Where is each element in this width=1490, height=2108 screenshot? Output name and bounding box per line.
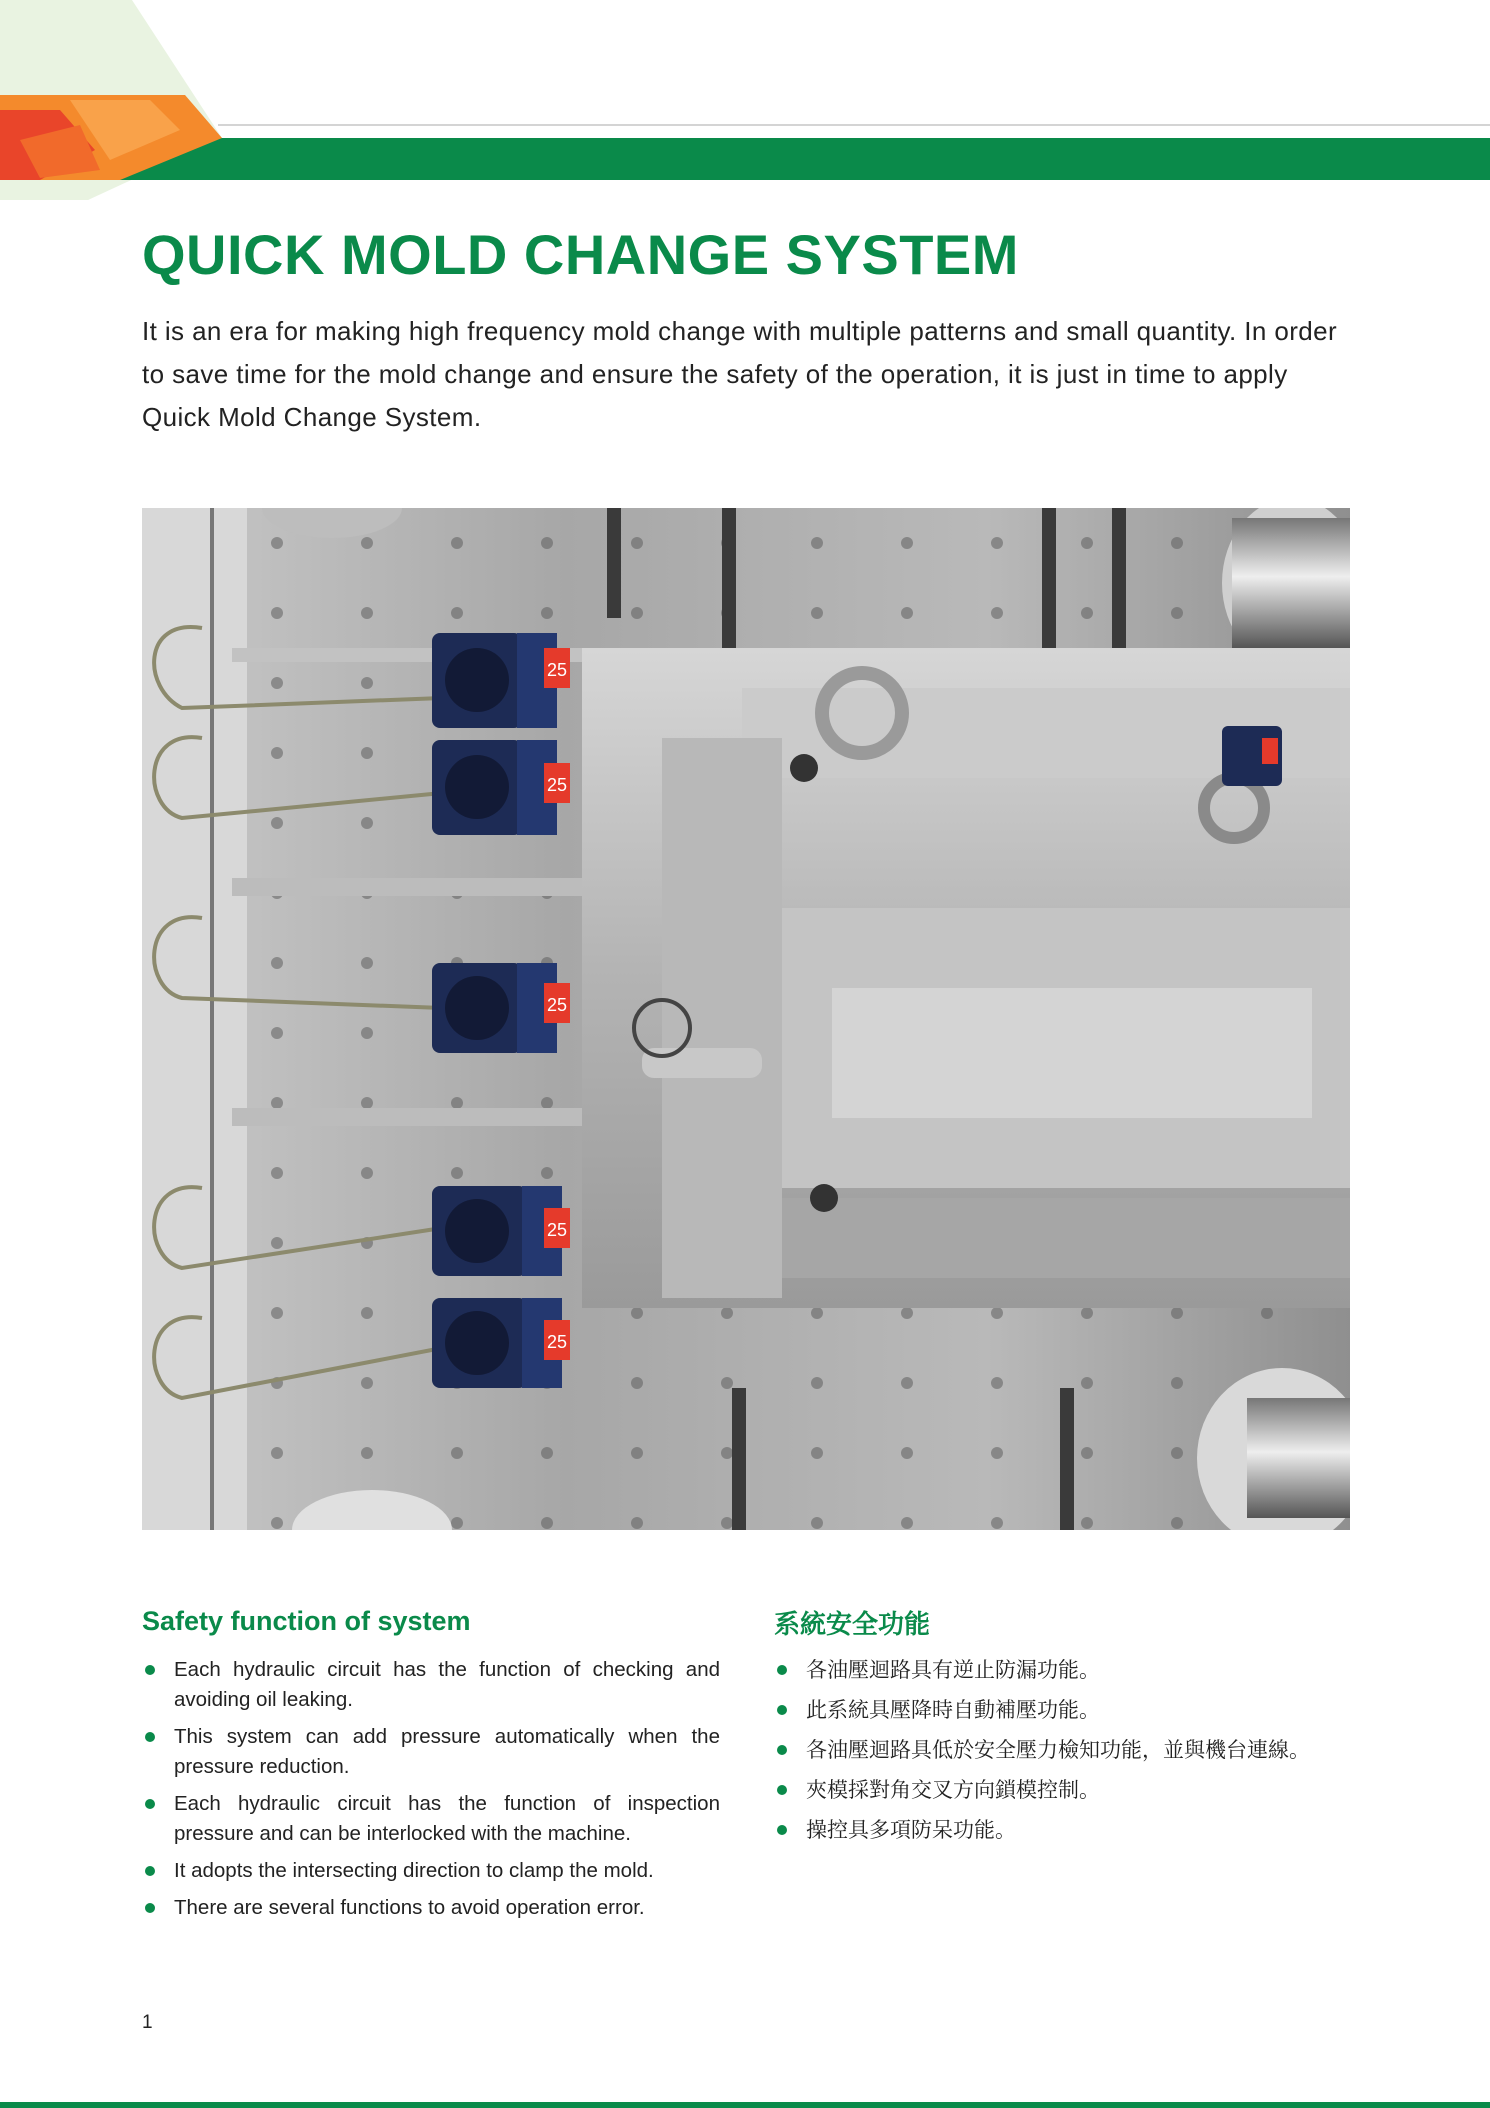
hydraulic-clamp xyxy=(432,1186,570,1276)
hydraulic-clamp xyxy=(432,963,570,1053)
list-item xyxy=(142,1789,720,1849)
safety-list-en xyxy=(142,1655,720,1930)
safety-list-zh xyxy=(774,1655,1374,1855)
list-item xyxy=(142,1722,720,1782)
rail xyxy=(232,1108,642,1126)
mold-core xyxy=(832,988,1312,1118)
list-item-text: 各油壓迴路具低於安全壓力檢知功能，並與機台連線。 xyxy=(806,1738,1310,1762)
list-item-text: Each hydraulic circuit has the function of checking and avoiding oil leaking. xyxy=(174,1658,720,1711)
intro-paragraph: It is an era for making high frequency mold change with multiple patterns and small quantity. In order to save time for the mold change and ensure the safety of the operation, it is just in time to apply Quick Mold Change System. xyxy=(142,316,1338,432)
bullet-dot xyxy=(777,1665,787,1675)
bullet-dot xyxy=(145,1799,155,1809)
list-item-text: 此系統具壓降時自動補壓功能。 xyxy=(806,1698,1100,1722)
bullet-dot xyxy=(777,1745,787,1755)
safety-title-zh: 系統安全功能 xyxy=(774,1610,931,1640)
header-green-band xyxy=(118,138,1490,180)
mold-bottom-bar xyxy=(782,1198,1350,1278)
svg-text:25: 25 xyxy=(546,995,568,1015)
list-item xyxy=(142,1655,720,1715)
page-number: 1 xyxy=(142,2012,153,2033)
slot xyxy=(1060,1388,1074,1530)
bullet-dot xyxy=(145,1903,155,1913)
list-item xyxy=(142,1893,720,1923)
list-item xyxy=(774,1775,1374,1805)
slot xyxy=(722,508,736,658)
hydraulic-clamp xyxy=(1222,726,1282,786)
list-item-text: 各油壓迴路具有逆止防漏功能。 xyxy=(806,1658,1100,1682)
rail xyxy=(232,878,642,896)
bullet-dot xyxy=(777,1785,787,1795)
machine-photo xyxy=(142,508,1350,1530)
list-item-text: Each hydraulic circuit has the function of inspection pressure and can be interlocked with the machine. xyxy=(174,1792,720,1845)
bullet-dot xyxy=(145,1665,155,1675)
list-item xyxy=(774,1815,1374,1845)
list-item-text: It adopts the intersecting direction to clamp the mold. xyxy=(174,1859,654,1882)
bullet-dot xyxy=(777,1825,787,1835)
port xyxy=(810,1184,838,1212)
safety-title-en: Safety function of system xyxy=(142,1606,471,1636)
svg-text:25: 25 xyxy=(546,1220,568,1240)
list-item xyxy=(774,1735,1374,1765)
footer-rule xyxy=(0,2102,1490,2108)
list-item xyxy=(142,1856,720,1886)
page-title: QUICK MOLD CHANGE SYSTEM xyxy=(142,223,1019,286)
bullet-dot xyxy=(145,1732,155,1742)
hydraulic-clamp xyxy=(432,740,570,835)
bullet-dot xyxy=(145,1866,155,1876)
tie-bar xyxy=(1232,518,1350,648)
svg-text:25: 25 xyxy=(546,775,568,795)
list-item xyxy=(774,1655,1374,1685)
svg-text:25: 25 xyxy=(546,660,568,680)
list-item-text: 夾模採對角交叉方向鎖模控制。 xyxy=(806,1778,1100,1802)
bullet-dot xyxy=(777,1705,787,1715)
slot xyxy=(732,1388,746,1530)
svg-text:25: 25 xyxy=(546,1332,568,1352)
port xyxy=(790,754,818,782)
pale-green-strip xyxy=(0,180,120,200)
list-item-text: There are several functions to avoid operation error. xyxy=(174,1896,645,1919)
mold-side-block xyxy=(662,738,782,1298)
guide-pin xyxy=(642,1048,762,1078)
slot xyxy=(607,508,621,618)
header-decoration xyxy=(0,0,1490,210)
list-item-text: 操控具多項防呆功能。 xyxy=(806,1818,1016,1842)
tie-bar xyxy=(1247,1398,1350,1518)
list-item xyxy=(774,1695,1374,1725)
hydraulic-clamp xyxy=(432,1298,570,1388)
list-item-text: This system can add pressure automatically when the pressure reduction. xyxy=(174,1725,720,1778)
hydraulic-clamp xyxy=(432,633,570,728)
